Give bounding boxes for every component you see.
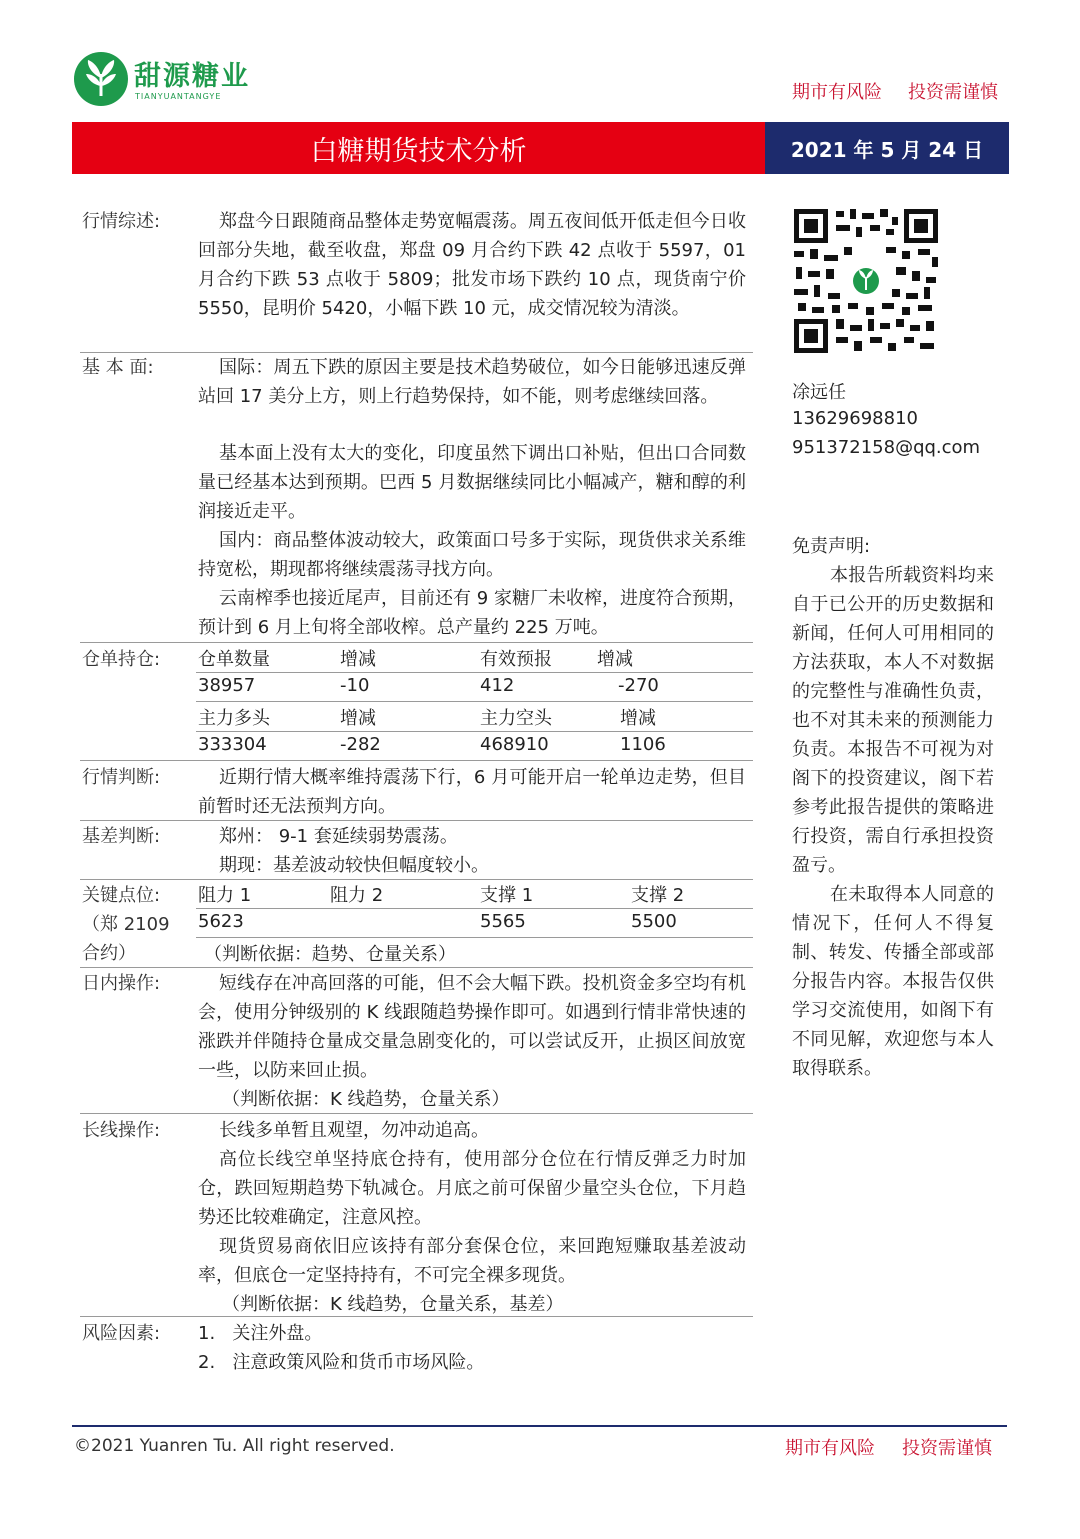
table-header: 支撑 2: [631, 885, 685, 906]
table-header: 阻力 1: [198, 885, 252, 906]
divider: [196, 672, 753, 673]
table-header: 增减: [340, 649, 376, 670]
table-cell: -282: [340, 734, 381, 755]
disclaimer: [792, 532, 994, 1083]
table-header: 有效预报: [480, 649, 552, 670]
long-term-basis: （判断依据：K 线趋势，仓量关系，基差）: [222, 1294, 564, 1315]
basis-judgment-line-2: 期现：基差波动较快但幅度较小。: [219, 855, 489, 876]
disclaimer-paragraph-2: 在未取得本人同意的情况下，任何人不得复制、转发、传播全部或部分报告内容。本报告仅供学习交流使用，如阁下有不同见解，欢迎您与本人取得联系。: [792, 884, 994, 1079]
fundamentals-paragraph-1: 国际：周五下跌的原因主要是技术趋势破位，如今日能够迅速反弹站回 17 美分上方，则上行趋势保持，如不能，则考虑继续回落。: [198, 357, 746, 407]
divider: [196, 701, 753, 702]
table-header: 支撑 1: [480, 885, 534, 906]
company-logo-subtitle: TIANYUANTANGYE: [135, 92, 222, 101]
table-header: 阻力 2: [330, 885, 384, 906]
divider: [80, 967, 753, 968]
fundamentals-paragraph-3: 国内：商品整体波动较大，政策面口号多于实际，现货供求关系维持宽松，期现都将继续震荡寻找方向。: [198, 530, 746, 580]
table-header: 仓单数量: [198, 649, 270, 670]
footer-copyright: ©2021 Yuanren Tu. All right reserved.: [74, 1436, 395, 1456]
footer-risk-warning-2: 投资需谨慎: [902, 1438, 992, 1459]
divider: [196, 937, 753, 938]
risk-item-1: 1. 关注外盘。: [198, 1323, 323, 1344]
divider: [80, 879, 753, 880]
table-header: 增减: [597, 649, 633, 670]
analyst-email[interactable]: 951372158@qq.com: [792, 437, 981, 458]
fundamentals-paragraph-4: 云南榨季也接近尾声，目前还有 9 家糖厂未收榨，进度符合预期，预计到 6 月上旬将全部收榨。总产量约 225 万吨。: [198, 588, 746, 638]
intraday-text: 短线存在冲高回落的可能，但不会大幅下跌。投机资金多空均有机会，使用分钟级别的 K 线跟随趋势操作即可。如遇到行情非常快速的涨跌并伴随持仓量成交量急剧变化的，可以尝试反开，止损区间放宽一些，以防来回止损。: [198, 973, 746, 1081]
key-levels-label: 关键点位:: [82, 885, 161, 906]
disclaimer-title: 免责声明:: [792, 536, 871, 557]
qr-code: [792, 207, 940, 355]
footer-risk-warning-1: 期市有风险: [785, 1438, 875, 1459]
long-term-paragraph-1: 长线多单暂且观望，勿冲动追高。: [219, 1120, 489, 1141]
table-cell: -10: [340, 675, 370, 696]
market-summary-text: 郑盘今日跟随商品整体走势宽幅震荡。周五夜间低开低走但今日收回部分失地，截至收盘，郑盘 09 月合约下跌 42 点收于 5597，01 月合约下跌 53 点收于 5809；批发市场下跌约 10 点，现货南宁价 5550，昆明价 5420，小幅下跌 10 元，成交情况较为清淡。: [198, 211, 746, 319]
divider: [80, 642, 753, 643]
table-cell: 412: [480, 675, 515, 696]
long-term-paragraph-2: 高位长线空单坚持底仓持有，使用部分仓位在行情反弹乏力时加仓，跌回短期趋势下轨减仓。月底之前可保留少量空头仓位，下月趋势还比较难确定，注意风控。: [198, 1149, 746, 1228]
footer-divider: [72, 1425, 1007, 1427]
market-judgment-label: 行情判断:: [82, 767, 161, 788]
long-term-paragraph-3: 现货贸易商依旧应该持有部分套保仓位，来回跑短赚取基差波动率，但底仓一定坚持持有，不可完全裸多现货。: [198, 1236, 746, 1286]
key-levels-contract-suffix: 合约）: [82, 943, 136, 964]
divider: [196, 731, 753, 732]
fundamentals-paragraph-2: 基本面上没有太大的变化，印度虽然下调出口补贴，但出口合同数量已经基本达到预期。巴西 5 月数据继续同比小幅减产，糖和醇的利润接近走平。: [198, 443, 746, 522]
table-cell: 1106: [620, 734, 666, 755]
positions-label: 仓单持仓:: [82, 649, 161, 670]
divider: [80, 1113, 753, 1114]
market-summary-label: 行情综述:: [82, 211, 161, 232]
table-cell: 5623: [198, 911, 244, 932]
divider: [80, 1316, 753, 1317]
disclaimer-paragraph-1: 本报告所载资料均来自于已公开的历史数据和新闻，任何人可用相同的方法获取，本人不对数据的完整性与准确性负责，也不对其未来的预测能力负责。本报告不可视为对阁下的投资建议，阁下若参考此报告提供的策略进行投资，需自行承担投资盈亏。: [792, 565, 994, 876]
table-header: 主力多头: [198, 708, 270, 729]
divider: [80, 760, 753, 761]
analyst-phone: 13629698810: [792, 408, 918, 429]
long-term-label: 长线操作:: [82, 1120, 161, 1141]
analyst-name: 凃远任: [792, 382, 846, 403]
basis-judgment-label: 基差判断:: [82, 826, 161, 847]
divider: [80, 820, 753, 821]
basis-judgment-line-1: 郑州： 9-1 套延续弱势震荡。: [219, 826, 458, 847]
table-cell: -270: [618, 675, 659, 696]
table-cell: 333304: [198, 734, 267, 755]
report-date: 2021 年 5 月 24 日: [765, 122, 1009, 174]
table-cell: 5500: [631, 911, 677, 932]
company-logo-name: 甜源糖业: [134, 61, 250, 92]
company-logo-icon: [74, 52, 128, 106]
key-levels-contract: （郑 2109: [82, 914, 170, 935]
table-cell: 5565: [480, 911, 526, 932]
divider: [196, 908, 753, 909]
table-cell: 468910: [480, 734, 549, 755]
table-header: 主力空头: [480, 708, 552, 729]
risk-warning-1: 期市有风险: [792, 82, 882, 103]
risk-item-2: 2. 注意政策风险和货币市场风险。: [198, 1352, 485, 1373]
key-levels-basis: （判断依据：趋势、仓量关系）: [204, 944, 456, 965]
risks-label: 风险因素:: [82, 1323, 161, 1344]
fundamentals-label: 基 本 面:: [82, 357, 154, 378]
market-judgment-text: 近期行情大概率维持震荡下行，6 月可能开启一轮单边走势，但目前暂时还无法预判方向。: [198, 767, 746, 817]
intraday-label: 日内操作:: [82, 973, 161, 994]
intraday-basis: （判断依据：K 线趋势，仓量关系）: [222, 1089, 510, 1110]
qr-code-icon: [792, 207, 940, 355]
table-header: 增减: [620, 708, 656, 729]
report-title: 白糖期货技术分析: [72, 122, 765, 174]
table-header: 增减: [340, 708, 376, 729]
table-cell: 38957: [198, 675, 256, 696]
risk-warning-2: 投资需谨慎: [908, 82, 998, 103]
